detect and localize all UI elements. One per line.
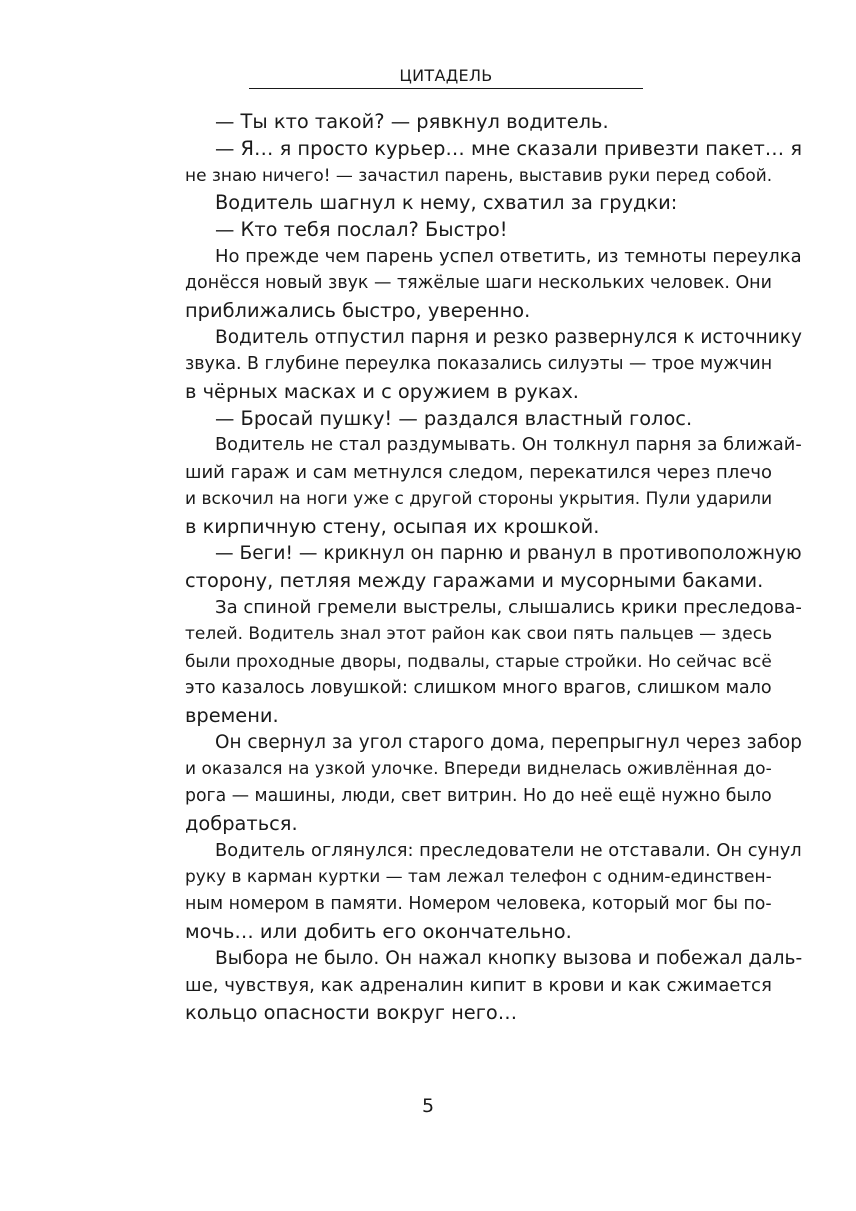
running-title: ЦИТАДЕЛЬ <box>249 66 643 89</box>
paragraph <box>155 729 802 837</box>
text-line: ше, чувствуя, как адреналин кипит в крови и как сжимается <box>185 975 772 996</box>
text-line: добраться. <box>185 812 298 835</box>
text-line: были проходные дворы, подвалы, старые стройки. Но сейчас всё <box>185 651 772 671</box>
paragraph <box>155 945 803 1026</box>
text-line: донёсся новый звук — тяжёлые шаги нескольких человек. Они <box>185 273 772 293</box>
text-line: ным номером в памяти. Номером человека, который мог бы по- <box>185 894 772 914</box>
text-line: руку в карман куртки — там лежал телефон с одним-единствен- <box>185 867 772 887</box>
text-line: кольцо опасности вокруг него… <box>185 1001 518 1024</box>
text-line: Водитель оглянулся: преследователи не отставали. Он сунул <box>215 840 802 861</box>
text-line: в чёрных масках и с оружием в руках. <box>185 380 579 403</box>
text-line: Водитель шагнул к нему, схватил за грудки: <box>215 191 678 214</box>
paragraph <box>155 837 802 945</box>
text-line: Но прежде чем парень успел ответить, из темноты переулка <box>215 246 802 267</box>
page-number: 5 <box>421 1095 435 1117</box>
paragraph <box>155 189 745 216</box>
text-line: Выбора не было. Он нажал кнопку вызова и побежал даль- <box>215 948 803 969</box>
text-line: не знаю ничего! — зачастил парень, выставив руки перед собой. <box>185 165 773 185</box>
paragraph <box>155 594 802 729</box>
text-line: мочь… или добить его окончательно. <box>185 920 572 943</box>
body-text <box>155 108 803 1026</box>
text-line: Водитель отпустил парня и резко развернулся к источнику <box>215 327 802 348</box>
paragraph <box>155 540 802 594</box>
text-line: рога — машины, люди, свет витрин. Но до неё ещё нужно было <box>185 786 772 806</box>
paragraph <box>155 135 803 189</box>
text-line: ший гараж и сам метнулся следом, перекатился через плечо <box>185 462 772 483</box>
text-line: — Беги! — крикнул он парню и рванул в противоположную <box>215 543 802 564</box>
text-line: — Я… я просто курьер… мне сказали привезти пакет… я <box>215 137 803 160</box>
text-line: и оказался на узкой улочке. Впереди виднелась оживлённая до- <box>185 759 772 779</box>
text-line: За спиной гремели выстрелы, слышались крики преследова- <box>215 597 802 618</box>
text-line: Он свернул за угол старого дома, перепрыгнул через забор <box>215 732 802 753</box>
paragraph <box>155 216 745 243</box>
paragraph <box>155 432 802 540</box>
paragraph <box>155 108 745 135</box>
text-line: это казалось ловушкой: слишком много врагов, слишком мало <box>185 678 772 698</box>
text-line: Водитель не стал раздумывать. Он толкнул парня за ближай- <box>215 435 802 455</box>
text-line: — Ты кто такой? — рявкнул водитель. <box>215 110 609 133</box>
text-line: в кирпичную стену, осыпая их крошкой. <box>185 515 600 538</box>
text-line: — Кто тебя послал? Быстро! <box>215 218 508 241</box>
text-line: приближались быстро, уверенно. <box>185 299 531 322</box>
paragraph <box>155 405 745 432</box>
text-line: сторону, петляя между гаражами и мусорными баками. <box>185 569 764 592</box>
text-line: звука. В глубине переулка показались силуэты — трое мужчин <box>185 354 773 374</box>
text-line: телей. Водитель знал этот район как свои пять пальцев — здесь <box>185 624 773 644</box>
paragraph <box>155 324 802 405</box>
text-line: и вскочил на ноги уже с другой стороны укрытия. Пули ударили <box>185 489 773 509</box>
paragraph <box>155 243 802 324</box>
text-line: времени. <box>185 704 279 727</box>
text-line: — Бросай пушку! — раздался властный голос. <box>215 407 693 430</box>
